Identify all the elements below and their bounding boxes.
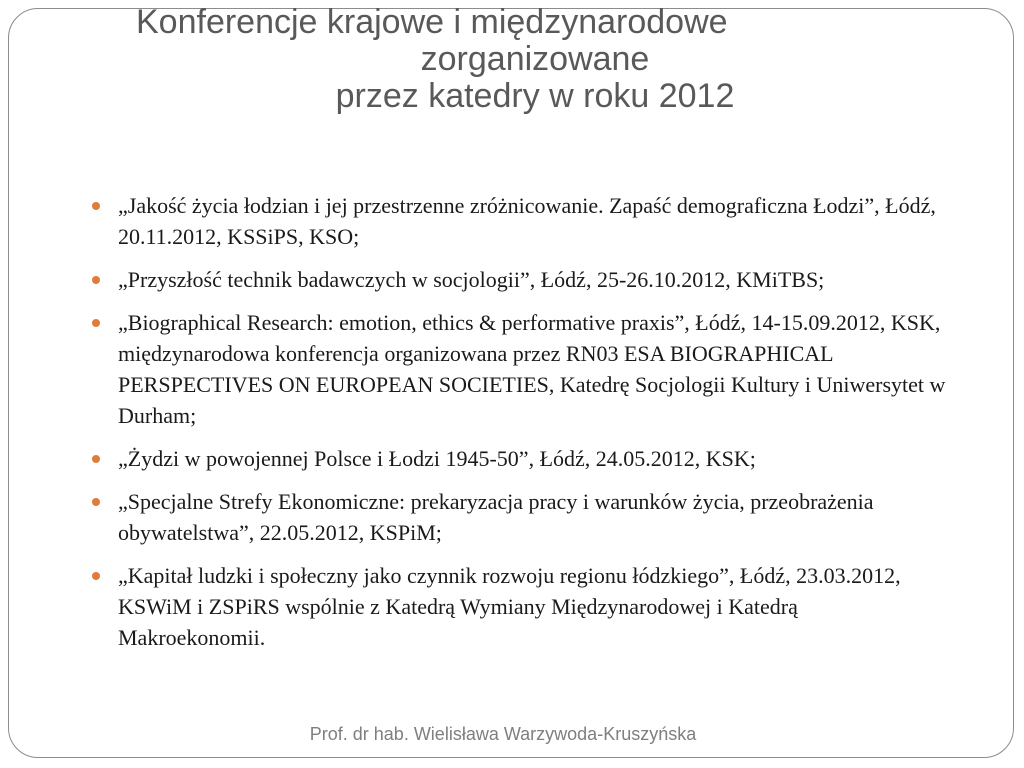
list-item bbox=[90, 307, 950, 431]
list-item bbox=[90, 264, 950, 295]
slide-title bbox=[120, 4, 950, 115]
list-item bbox=[90, 560, 950, 653]
title-line: zorganizowane bbox=[420, 40, 650, 78]
bullet-icon bbox=[92, 202, 100, 210]
bullet-icon bbox=[92, 455, 100, 463]
bullet-icon bbox=[92, 572, 100, 580]
list-item-text: „Biographical Research: emotion, ethics & performative praxis”, Łódź, 14-15.09.2012, KSK, międzynarodowa konferencja organizowana przez RN03 ESA BIOGRAPHICAL PERSPECTIVES ON EUROPEAN SOCIETIES, Katedrę Socjologii Kultury i Uniwersytet w Durham; bbox=[118, 310, 946, 428]
list-item bbox=[90, 190, 950, 252]
bullet-list bbox=[90, 190, 950, 665]
list-item-text: „Jakość życia łodzian i jej przestrzenne zróżnicowanie. Zapaść demograficzna Łodzi”, Łódź, 20.11.2012, KSSiPS, KSO; bbox=[118, 193, 936, 249]
list-item-text: „Żydzi w powojennej Polsce i Łodzi 1945-50”, Łódź, 24.05.2012, KSK; bbox=[118, 446, 756, 471]
title-line: Konferencje krajowe i międzynarodowe bbox=[136, 3, 728, 41]
list-item-text: „Przyszłość technik badawczych w socjologii”, Łódź, 25-26.10.2012, KMiTBS; bbox=[118, 267, 825, 292]
bullet-icon bbox=[92, 276, 100, 284]
list-item bbox=[90, 443, 950, 474]
bullet-icon bbox=[92, 498, 100, 506]
list-item bbox=[90, 486, 950, 548]
bullet-icon bbox=[92, 319, 100, 327]
list-item-text: „Kapitał ludzki i społeczny jako czynnik rozwoju regionu łódzkiego”, Łódź, 23.03.2012, KSWiM i ZSPiRS wspólnie z Katedrą Wymiany Międzynarodowej i Katedrą Makroekonomii. bbox=[118, 563, 901, 650]
list-item-text: „Specjalne Strefy Ekonomiczne: prekaryzacja pracy i warunków życia, przeobrażenia obywatelstwa”, 22.05.2012, KSPiM; bbox=[118, 489, 874, 545]
slide-footer: Prof. dr hab. Wielisława Warzywoda-Kruszyńska bbox=[309, 724, 697, 744]
title-line: przez katedry w roku 2012 bbox=[335, 77, 735, 115]
